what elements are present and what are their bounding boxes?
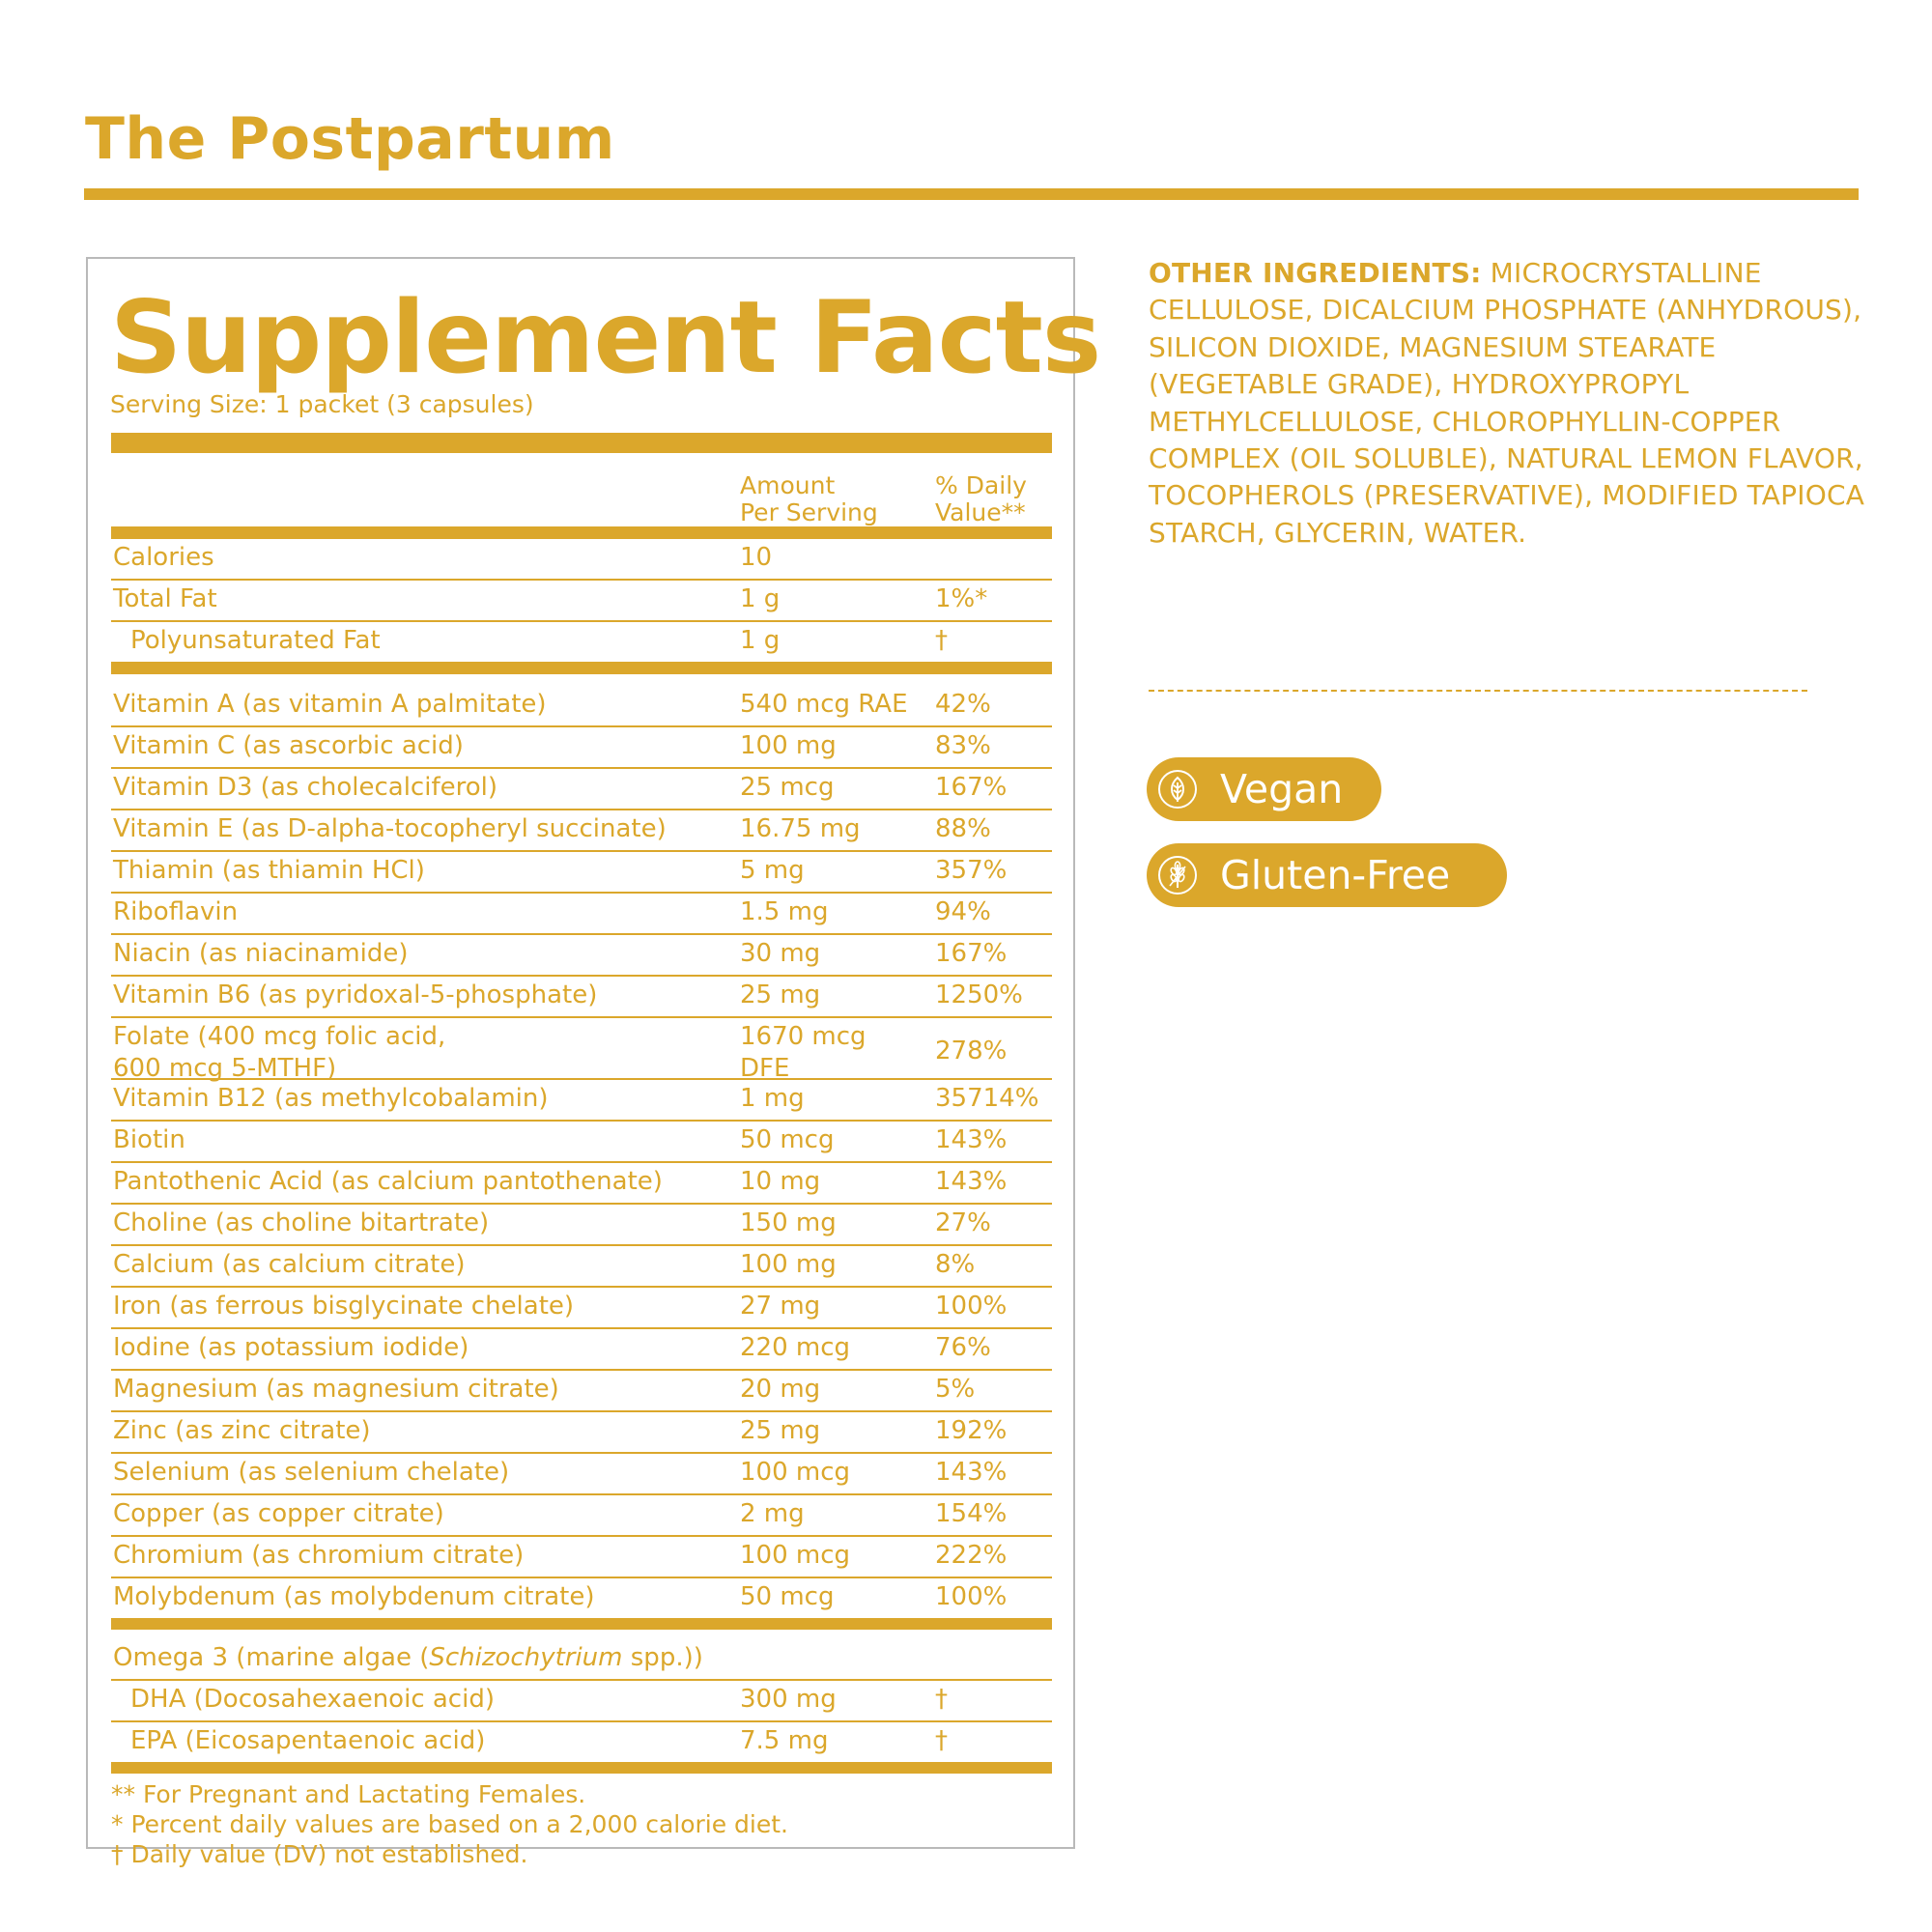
table-row (111, 1454, 1052, 1495)
nutrient-name: Biotin (113, 1125, 185, 1154)
nutrient-name: Folate (400 mcg folic acid, 600 mcg 5-MTHF) (113, 1022, 446, 1083)
serving-size: Serving Size: 1 packet (3 capsules) (110, 390, 534, 418)
table-row (111, 1122, 1052, 1163)
nutrient-name: Zinc (as zinc citrate) (113, 1416, 371, 1445)
daily-value: † (935, 626, 948, 655)
table-row (111, 1246, 1052, 1288)
amount-per-serving: 10 mg (740, 1167, 821, 1196)
amount-per-serving: 2 mg (740, 1499, 805, 1528)
nutrient-name: Selenium (as selenium chelate) (113, 1458, 510, 1487)
footnote: ** For Pregnant and Lactating Females. (111, 1780, 586, 1808)
daily-value: 167% (935, 773, 1008, 802)
table-row (111, 810, 1052, 852)
table-row (111, 1329, 1052, 1371)
daily-value: 192% (935, 1416, 1008, 1445)
table-row (111, 894, 1052, 935)
supplement-facts-panel (86, 257, 1101, 1868)
table-row (111, 977, 1052, 1018)
nutrient-name: Niacin (as niacinamide) (113, 939, 409, 968)
nutrient-name: Iodine (as potassium iodide) (113, 1333, 469, 1362)
amount-per-serving: 1.5 mg (740, 897, 829, 926)
daily-value: 1250% (935, 980, 1023, 1009)
table-row (111, 1495, 1052, 1537)
daily-value-column-header: % Daily Value** (935, 471, 1027, 526)
leaf-icon (1158, 770, 1197, 809)
amount-per-serving: 20 mg (740, 1375, 821, 1404)
amount-per-serving: 300 mg (740, 1685, 837, 1714)
section-bar (111, 1618, 1052, 1630)
table-row (111, 769, 1052, 810)
table-row (111, 539, 1052, 581)
nutrient-name: Vitamin D3 (as cholecalciferol) (113, 773, 497, 802)
omega-row (111, 1639, 1052, 1681)
omega-rows (111, 1681, 1052, 1762)
table-row (111, 622, 1052, 662)
wheat-icon (1158, 856, 1197, 895)
daily-value: 76% (935, 1333, 991, 1362)
omega-label: Omega 3 (marine algae (Schizochytrium spp.)) (113, 1643, 703, 1672)
dashed-divider (1149, 690, 1807, 692)
daily-value: 143% (935, 1167, 1008, 1196)
amount-per-serving: 220 mcg (740, 1333, 851, 1362)
table-row (111, 1288, 1052, 1329)
column-header-row (111, 453, 1052, 526)
table-row (111, 1412, 1052, 1454)
title-rule (84, 188, 1859, 200)
supplement-facts-title: Supplement Facts (110, 280, 1101, 396)
page-title: The Postpartum (85, 105, 615, 173)
nutrient-name: Vitamin E (as D-alpha-tocopheryl succinate) (113, 814, 667, 843)
nutrient-rows (111, 686, 1052, 1618)
footnotes (111, 1774, 1052, 1869)
amount-per-serving: 10 (740, 543, 773, 572)
vegan-badge (1147, 757, 1381, 821)
nutrient-name: Vitamin A (as vitamin A palmitate) (113, 690, 547, 719)
other-ingredients-label: OTHER INGREDIENTS: (1149, 257, 1482, 289)
daily-value: 27% (935, 1208, 991, 1237)
nutrient-name: Total Fat (113, 584, 217, 613)
daily-value: 357% (935, 856, 1008, 885)
nutrient-name: Iron (as ferrous bisglycinate chelate) (113, 1292, 575, 1321)
amount-per-serving: 540 mcg RAE (740, 690, 908, 719)
table-row (111, 1163, 1052, 1205)
nutrient-name: Vitamin C (as ascorbic acid) (113, 731, 464, 760)
daily-value: 143% (935, 1458, 1008, 1487)
other-ingredients (1149, 255, 1883, 552)
amount-per-serving: 1 mg (740, 1084, 805, 1113)
other-ingredients-text: MICROCRYSTALLINE CELLULOSE, DICALCIUM PHOSPHATE (ANHYDROUS), SILICON DIOXIDE, MAGNESIUM STEARATE (VEGETABLE GRADE), HYDROXYPROPYL METHYLCELLULOSE, CHLOROPHYLLIN-COPPER COMPLEX (OIL SOLUBLE), NATURAL LEMON FLAVOR, TOCOPHEROLS (PRESERVATIVE), MODIFIED TAPIOCA STARCH, GLYCERIN, WATER. (1149, 257, 1865, 549)
amount-per-serving: 25 mg (740, 1416, 821, 1445)
daily-value: 8% (935, 1250, 976, 1279)
daily-value: 94% (935, 897, 991, 926)
nutrient-name: Polyunsaturated Fat (130, 626, 381, 655)
footnote: * Percent daily values are based on a 2,000 calorie diet. (111, 1810, 789, 1838)
nutrient-name: Choline (as choline bitartrate) (113, 1208, 490, 1237)
nutrient-name: Copper (as copper citrate) (113, 1499, 444, 1528)
amount-per-serving: 5 mg (740, 856, 805, 885)
nutrient-name: Vitamin B12 (as methylcobalamin) (113, 1084, 549, 1113)
table-row (111, 581, 1052, 622)
table-row (111, 935, 1052, 977)
daily-value: 42% (935, 690, 991, 719)
daily-value: 100% (935, 1292, 1008, 1321)
daily-value: 154% (935, 1499, 1008, 1528)
daily-value: 35714% (935, 1084, 1039, 1113)
amount-per-serving: 1 g (740, 584, 781, 613)
table-row (111, 1681, 1052, 1722)
nutrient-name: Magnesium (as magnesium citrate) (113, 1375, 559, 1404)
amount-per-serving: 16.75 mg (740, 814, 861, 843)
amount-per-serving: 1 g (740, 626, 781, 655)
daily-value: † (935, 1726, 948, 1755)
amount-column-header: Amount Per Serving (740, 471, 878, 526)
thick-bar (111, 433, 1052, 453)
table-row (111, 1205, 1052, 1246)
daily-value: 100% (935, 1582, 1008, 1611)
amount-per-serving: 27 mg (740, 1292, 821, 1321)
facts-table (111, 433, 1052, 1869)
amount-per-serving: 100 mg (740, 1250, 837, 1279)
gluten-free-badge (1147, 843, 1507, 907)
nutrient-name: Calcium (as calcium citrate) (113, 1250, 466, 1279)
table-row (111, 852, 1052, 894)
daily-value: 83% (935, 731, 991, 760)
nutrient-name: Vitamin B6 (as pyridoxal-5-phosphate) (113, 980, 598, 1009)
nutrient-name: DHA (Docosahexaenoic acid) (130, 1685, 495, 1714)
header-bar (111, 526, 1052, 539)
table-row (111, 686, 1052, 727)
nutrient-name: Chromium (as chromium citrate) (113, 1541, 525, 1570)
amount-per-serving: 150 mg (740, 1208, 837, 1237)
daily-value: 222% (935, 1541, 1008, 1570)
daily-value: 278% (935, 1037, 1008, 1065)
table-row (111, 727, 1052, 769)
nutrient-name: Molybdenum (as molybdenum citrate) (113, 1582, 595, 1611)
amount-per-serving: 25 mcg (740, 773, 835, 802)
footnote: † Daily value (DV) not established. (111, 1840, 528, 1868)
daily-value: 5% (935, 1375, 976, 1404)
daily-value: † (935, 1685, 948, 1714)
table-row (111, 1371, 1052, 1412)
amount-per-serving: 100 mg (740, 731, 837, 760)
nutrient-name: EPA (Eicosapentaenoic acid) (130, 1726, 486, 1755)
badge-label: Vegan (1220, 766, 1344, 812)
bottom-bar (111, 1762, 1052, 1774)
section-bar (111, 662, 1052, 674)
badge-label: Gluten-Free (1220, 852, 1451, 898)
amount-per-serving: 1670 mcg DFE (740, 1022, 867, 1083)
table-row (111, 1578, 1052, 1618)
daily-value: 88% (935, 814, 991, 843)
amount-per-serving: 50 mcg (740, 1125, 835, 1154)
amount-per-serving: 100 mcg (740, 1458, 851, 1487)
table-row (111, 1080, 1052, 1122)
amount-per-serving: 30 mg (740, 939, 821, 968)
table-row (111, 1018, 1052, 1083)
nutrient-name: Pantothenic Acid (as calcium pantothenate) (113, 1167, 663, 1196)
basic-rows (111, 539, 1052, 662)
nutrient-name: Riboflavin (113, 897, 239, 926)
nutrient-name: Thiamin (as thiamin HCl) (113, 856, 425, 885)
daily-value: 143% (935, 1125, 1008, 1154)
amount-per-serving: 7.5 mg (740, 1726, 829, 1755)
table-row (111, 1722, 1052, 1762)
nutrient-name: Calories (113, 543, 214, 572)
amount-per-serving: 100 mcg (740, 1541, 851, 1570)
table-row (111, 1537, 1052, 1578)
daily-value: 167% (935, 939, 1008, 968)
daily-value: 1%* (935, 584, 988, 613)
amount-per-serving: 25 mg (740, 980, 821, 1009)
amount-per-serving: 50 mcg (740, 1582, 835, 1611)
